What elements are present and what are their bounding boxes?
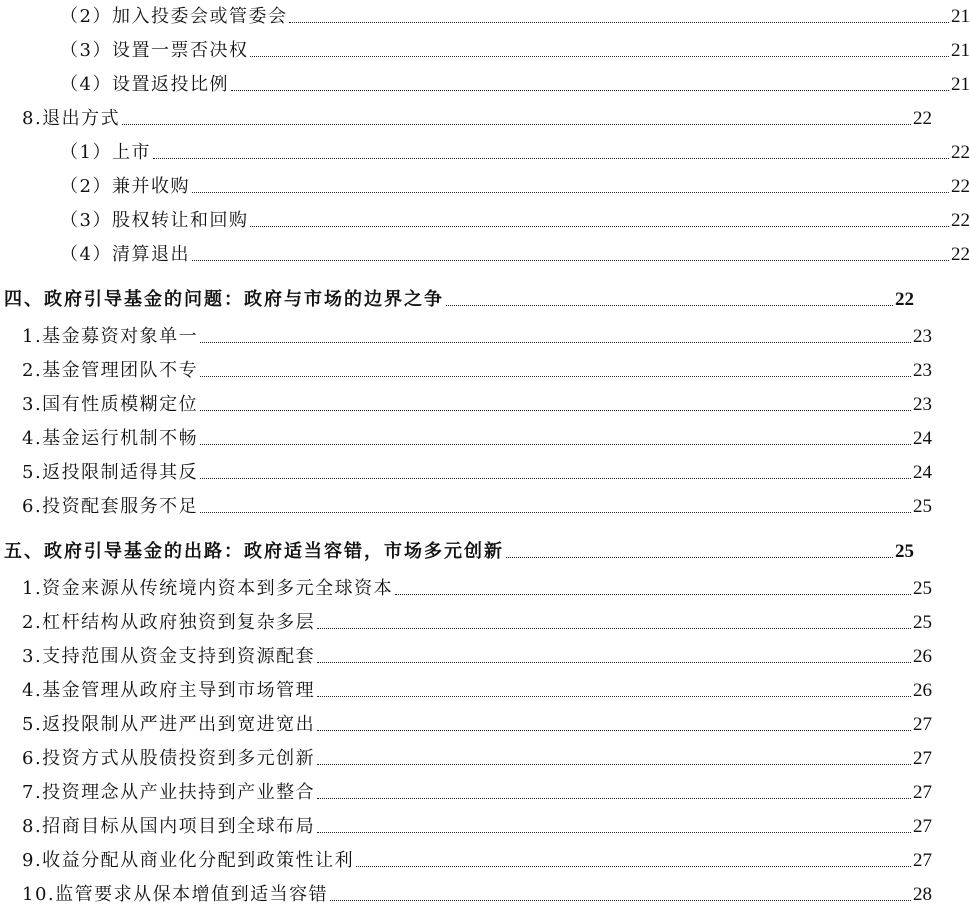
toc-entry[interactable] [0, 740, 932, 770]
toc-entry-page: 26 [913, 646, 932, 667]
dot-leader [317, 764, 911, 765]
toc-entry-label: （3）设置一票否决权 [60, 40, 249, 61]
dot-leader [200, 410, 911, 411]
toc-entry-label: 7.投资理念从产业扶持到产业整合 [22, 782, 316, 803]
toc-entry-label: 3.支持范围从资金支持到资源配套 [22, 646, 316, 667]
toc-entry-label: 4.基金管理从政府主导到市场管理 [22, 680, 316, 701]
toc-entry-page: 22 [951, 142, 970, 163]
dot-leader [330, 900, 911, 901]
toc-entry-page: 27 [913, 714, 932, 735]
dot-leader [289, 22, 949, 23]
dot-leader [153, 158, 949, 159]
toc-entry-page: 25 [913, 496, 932, 517]
dot-leader [317, 696, 911, 697]
toc-entry[interactable] [0, 168, 970, 198]
toc-entry[interactable] [0, 706, 932, 736]
toc-entry[interactable] [0, 386, 932, 416]
toc-entry[interactable] [0, 842, 932, 872]
toc-entry[interactable] [0, 638, 932, 668]
dot-leader [356, 866, 911, 867]
toc-entry-page: 24 [913, 428, 932, 449]
dot-leader [317, 798, 911, 799]
dot-leader [317, 730, 911, 731]
toc-entry[interactable] [0, 420, 932, 450]
toc-entry[interactable] [0, 808, 932, 838]
toc-entry-page: 26 [913, 680, 932, 701]
dot-leader [192, 260, 949, 261]
toc-entry[interactable] [0, 66, 970, 96]
toc-entry-page: 22 [895, 289, 914, 310]
toc-entry[interactable] [0, 570, 932, 600]
toc-chapter[interactable] [0, 533, 914, 563]
toc-entry-label: 6.投资方式从股债投资到多元创新 [22, 748, 316, 769]
toc-entry[interactable] [0, 202, 970, 232]
toc-entry[interactable] [0, 488, 932, 518]
toc-entry-page: 27 [913, 850, 932, 871]
toc-entry[interactable] [0, 604, 932, 634]
toc-entry-page: 25 [895, 541, 914, 562]
toc-entry[interactable] [0, 0, 970, 28]
toc-entry-label: 9.收益分配从商业化分配到政策性让利 [22, 850, 355, 871]
toc-entry[interactable] [0, 236, 970, 266]
toc-entry-label: （3）股权转让和回购 [60, 210, 249, 231]
toc-chapter-label: 四、政府引导基金的问题：政府与市场的边界之争 [4, 289, 444, 310]
toc-entry[interactable] [0, 134, 970, 164]
dot-leader [200, 512, 911, 513]
dot-leader [250, 56, 949, 57]
dot-leader [200, 444, 911, 445]
toc-entry-page: 21 [951, 74, 970, 95]
dot-leader [231, 90, 949, 91]
toc-entry-page: 23 [913, 326, 932, 347]
toc-entry[interactable] [0, 100, 932, 130]
toc-entry-label: 5.返投限制从严进严出到宽进宽出 [22, 714, 316, 735]
toc-entry[interactable] [0, 454, 932, 484]
toc-entry-page: 21 [951, 6, 970, 27]
toc-entry-label: 10.监管要求从保本增值到适当容错 [22, 884, 329, 905]
toc-entry-label: （2）兼并收购 [60, 176, 190, 197]
toc-entry-page: 22 [951, 244, 970, 265]
dot-leader [317, 832, 911, 833]
toc-entry[interactable] [0, 318, 932, 348]
toc-entry-label: 5.返投限制适得其反 [22, 462, 199, 483]
dot-leader [200, 478, 911, 479]
toc-entry-page: 23 [913, 360, 932, 381]
toc-entry-page: 27 [913, 748, 932, 769]
toc-entry-page: 25 [913, 612, 932, 633]
toc-entry[interactable] [0, 32, 970, 62]
dot-leader [200, 376, 911, 377]
toc-entry-label: 3.国有性质模糊定位 [22, 394, 199, 415]
dot-leader [446, 305, 893, 306]
toc-entry-label: （4）清算退出 [60, 244, 190, 265]
toc-entry[interactable] [0, 876, 932, 906]
toc-entry-label: （1）上市 [60, 142, 151, 163]
toc-entry-label: 4.基金运行机制不畅 [22, 428, 199, 449]
toc-entry-page: 24 [913, 462, 932, 483]
dot-leader [317, 662, 911, 663]
toc-entry-page: 27 [913, 816, 932, 837]
toc-entry-page: 28 [913, 884, 932, 905]
toc-entry-label: 8.退出方式 [22, 108, 121, 129]
toc-entry-label: （4）设置返投比例 [60, 74, 229, 95]
toc-chapter-label: 五、政府引导基金的出路：政府适当容错，市场多元创新 [4, 541, 504, 562]
toc-entry-page: 22 [913, 108, 932, 129]
toc-entry[interactable] [0, 672, 932, 702]
dot-leader [192, 192, 949, 193]
toc-entry-page: 23 [913, 394, 932, 415]
toc-entry-label: 1.资金来源从传统境内资本到多元全球资本 [22, 578, 394, 599]
toc-entry[interactable] [0, 774, 932, 804]
toc-entry-page: 21 [951, 40, 970, 61]
toc-entry-label: （2）加入投委会或管委会 [60, 6, 288, 27]
toc-entry-label: 1.基金募资对象单一 [22, 326, 199, 347]
toc-entry-page: 22 [951, 210, 970, 231]
toc-entry-page: 27 [913, 782, 932, 803]
toc-chapter[interactable] [0, 281, 914, 311]
dot-leader [395, 594, 911, 595]
dot-leader [250, 226, 949, 227]
dot-leader [122, 124, 911, 125]
toc-entry-page: 25 [913, 578, 932, 599]
toc-entry-label: 2.杠杆结构从政府独资到复杂多层 [22, 612, 316, 633]
toc-entry-label: 6.投资配套服务不足 [22, 496, 199, 517]
dot-leader [200, 342, 911, 343]
toc-entry-page: 22 [951, 176, 970, 197]
dot-leader [317, 628, 911, 629]
toc-entry-label: 8.招商目标从国内项目到全球布局 [22, 816, 316, 837]
dot-leader [506, 557, 893, 558]
toc-entry-label: 2.基金管理团队不专 [22, 360, 199, 381]
toc-entry[interactable] [0, 352, 932, 382]
